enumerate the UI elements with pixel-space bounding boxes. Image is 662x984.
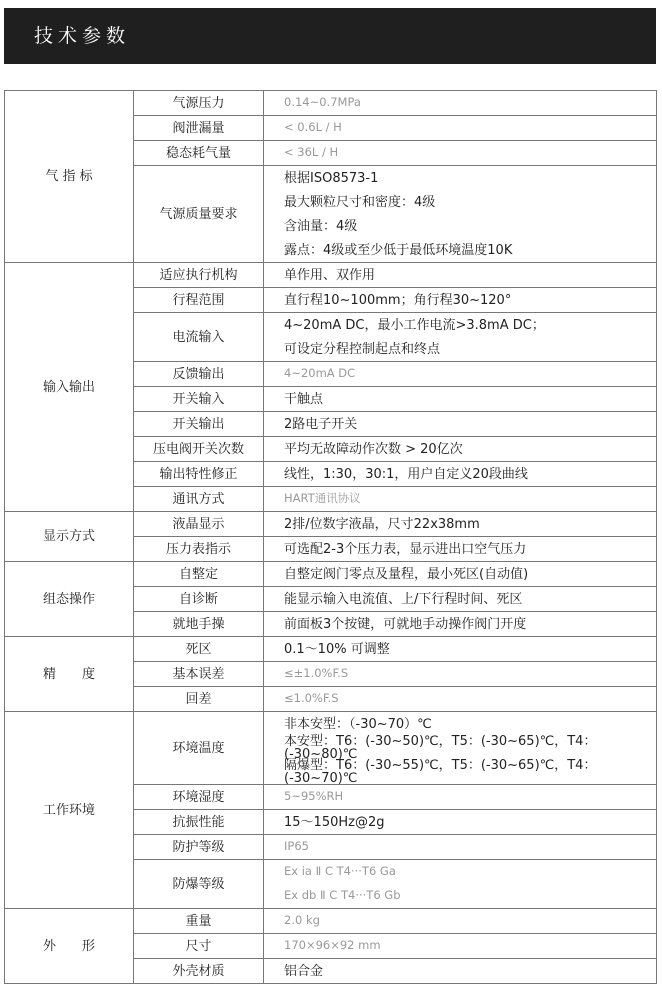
value-cell — [264, 512, 657, 537]
param-label: 环境湿度 — [134, 785, 264, 810]
param-label: 电流输入 — [134, 313, 264, 362]
category-label: 外 形 — [42, 938, 95, 954]
param-label: 自诊断 — [134, 587, 264, 612]
value-line: 2排/位数字液晶，尺寸22x38mm — [284, 516, 480, 532]
category-label: 组态操作 — [42, 591, 95, 607]
value-line: 非本安型：（-30~70）℃ — [284, 716, 432, 732]
value-cell — [264, 362, 657, 387]
value-line: < 0.6L / H — [284, 120, 342, 135]
value-cell — [264, 934, 657, 959]
value-line: 2路电子开关 — [284, 416, 358, 432]
value-cell — [264, 587, 657, 612]
category-cell — [5, 562, 134, 637]
category-label: 工作环境 — [42, 802, 95, 818]
value-line: 隔爆型：T6：(-30~55)℃，T5：(-30~65)℃，T4：(-30~70)℃ — [284, 758, 597, 786]
section-title: 技术参数 — [34, 25, 131, 47]
value-cell — [264, 562, 657, 587]
param-label: 行程范围 — [134, 288, 264, 313]
value-cell — [264, 166, 657, 263]
value-cell — [264, 712, 657, 785]
value-cell — [264, 462, 657, 487]
value-cell — [264, 612, 657, 637]
value-line: 最大颗粒尺寸和密度：4级 — [284, 194, 436, 210]
param-label: 尺寸 — [134, 934, 264, 959]
category-cell — [5, 909, 134, 984]
value-line: ≤1.0%F.S — [284, 691, 339, 706]
value-line: 能显示输入电流值、上/下行程时间、死区 — [284, 591, 523, 607]
value-line: 铝合金 — [284, 963, 324, 979]
table-row — [5, 712, 657, 785]
param-label: 环境温度 — [134, 712, 264, 785]
value-line: 露点：4级或至少低于最低环境温度10K — [284, 242, 513, 258]
value-cell — [264, 412, 657, 437]
value-cell — [264, 810, 657, 835]
section-header — [4, 8, 656, 64]
value-line: 含油量：4级 — [284, 218, 358, 234]
table-row — [5, 91, 657, 116]
value-line: HART通讯协议 — [284, 491, 361, 506]
value-line: Ex db Ⅱ C T4···T6 Gb — [284, 888, 401, 903]
table-row — [5, 562, 657, 587]
value-line: 4~20mA DC，最小工作电流>3.8mA DC； — [284, 317, 545, 333]
value-line: 前面板3个按键，可就地手动操作阀门开度 — [284, 616, 527, 632]
param-label: 阀泄漏量 — [134, 116, 264, 141]
value-line: 平均无故障动作次数 > 20亿次 — [284, 441, 463, 457]
value-cell — [264, 91, 657, 116]
param-label: 气源质量要求 — [134, 166, 264, 263]
category-cell — [5, 512, 134, 562]
value-cell — [264, 288, 657, 313]
value-line: 根据ISO8573-1 — [284, 170, 379, 186]
param-label: 液晶显示 — [134, 512, 264, 537]
table-row — [5, 909, 657, 934]
table-row — [5, 263, 657, 288]
value-line: 170×96×92 mm — [284, 938, 381, 953]
category-label: 输入输出 — [42, 379, 95, 395]
param-label: 防爆等级 — [134, 860, 264, 909]
value-cell — [264, 909, 657, 934]
value-line: 可设定分程控制起点和终点 — [284, 341, 441, 357]
value-line: 单作用、双作用 — [284, 267, 376, 283]
value-cell — [264, 487, 657, 512]
param-label: 通讯方式 — [134, 487, 264, 512]
value-cell — [264, 959, 657, 984]
value-line: 本安型：T6：(-30~50)℃，T5：(-30~65)℃，T4：(-30~80)℃ — [284, 734, 597, 762]
param-label: 抗振性能 — [134, 810, 264, 835]
param-label: 就地手操 — [134, 612, 264, 637]
value-line: 2.0 kg — [284, 913, 320, 928]
value-cell — [264, 860, 657, 909]
table-row — [5, 512, 657, 537]
category-cell — [5, 91, 134, 263]
spec-table — [4, 90, 657, 984]
value-line: 5~95%RH — [284, 789, 344, 804]
param-label: 重量 — [134, 909, 264, 934]
value-cell — [264, 313, 657, 362]
value-line: ≤±1.0%F.S — [284, 666, 349, 681]
value-cell — [264, 687, 657, 712]
category-label: 气 指 标 — [45, 169, 93, 184]
value-line: Ex ia Ⅱ C T4···T6 Ga — [284, 864, 396, 879]
value-cell — [264, 141, 657, 166]
category-label: 精 度 — [42, 666, 95, 682]
category-label: 显示方式 — [42, 529, 95, 544]
table-row — [5, 637, 657, 662]
value-cell — [264, 437, 657, 462]
param-label: 死区 — [134, 637, 264, 662]
value-line: IP65 — [284, 839, 309, 854]
param-label: 输出特性修正 — [134, 462, 264, 487]
category-cell — [5, 712, 134, 909]
value-cell — [264, 537, 657, 562]
param-label: 反馈输出 — [134, 362, 264, 387]
value-cell — [264, 387, 657, 412]
value-line: 15～150Hz@2g — [284, 814, 385, 830]
param-label: 气源压力 — [134, 91, 264, 116]
param-label: 适应执行机构 — [134, 263, 264, 288]
value-line: 直行程10~100mm；角行程30~120° — [284, 292, 512, 308]
value-line: 线性，1:30，30:1，用户自定义20段曲线 — [284, 466, 528, 482]
value-cell — [264, 263, 657, 288]
value-line: < 36L / H — [284, 145, 339, 160]
param-label: 回差 — [134, 687, 264, 712]
param-label: 压力表指示 — [134, 537, 264, 562]
param-label: 开关输出 — [134, 412, 264, 437]
param-label: 压电阀开关次数 — [134, 437, 264, 462]
value-cell — [264, 785, 657, 810]
value-line: 0.1～10% 可调整 — [284, 641, 390, 657]
value-line: 自整定阀门零点及量程，最小死区(自动值) — [284, 566, 529, 582]
param-label: 外壳材质 — [134, 959, 264, 984]
value-line: 0.14~0.7MPa — [284, 95, 361, 110]
param-label: 防护等级 — [134, 835, 264, 860]
param-label: 自整定 — [134, 562, 264, 587]
value-cell — [264, 116, 657, 141]
value-line: 4~20mA DC — [284, 366, 356, 381]
category-cell — [5, 637, 134, 712]
value-line: 可选配2-3个压力表，显示进出口空气压力 — [284, 541, 527, 557]
value-line: 干触点 — [284, 391, 324, 407]
value-cell — [264, 637, 657, 662]
value-cell — [264, 662, 657, 687]
value-cell — [264, 835, 657, 860]
category-cell — [5, 263, 134, 512]
param-label: 基本误差 — [134, 662, 264, 687]
param-label: 开关输入 — [134, 387, 264, 412]
param-label: 稳态耗气量 — [134, 141, 264, 166]
